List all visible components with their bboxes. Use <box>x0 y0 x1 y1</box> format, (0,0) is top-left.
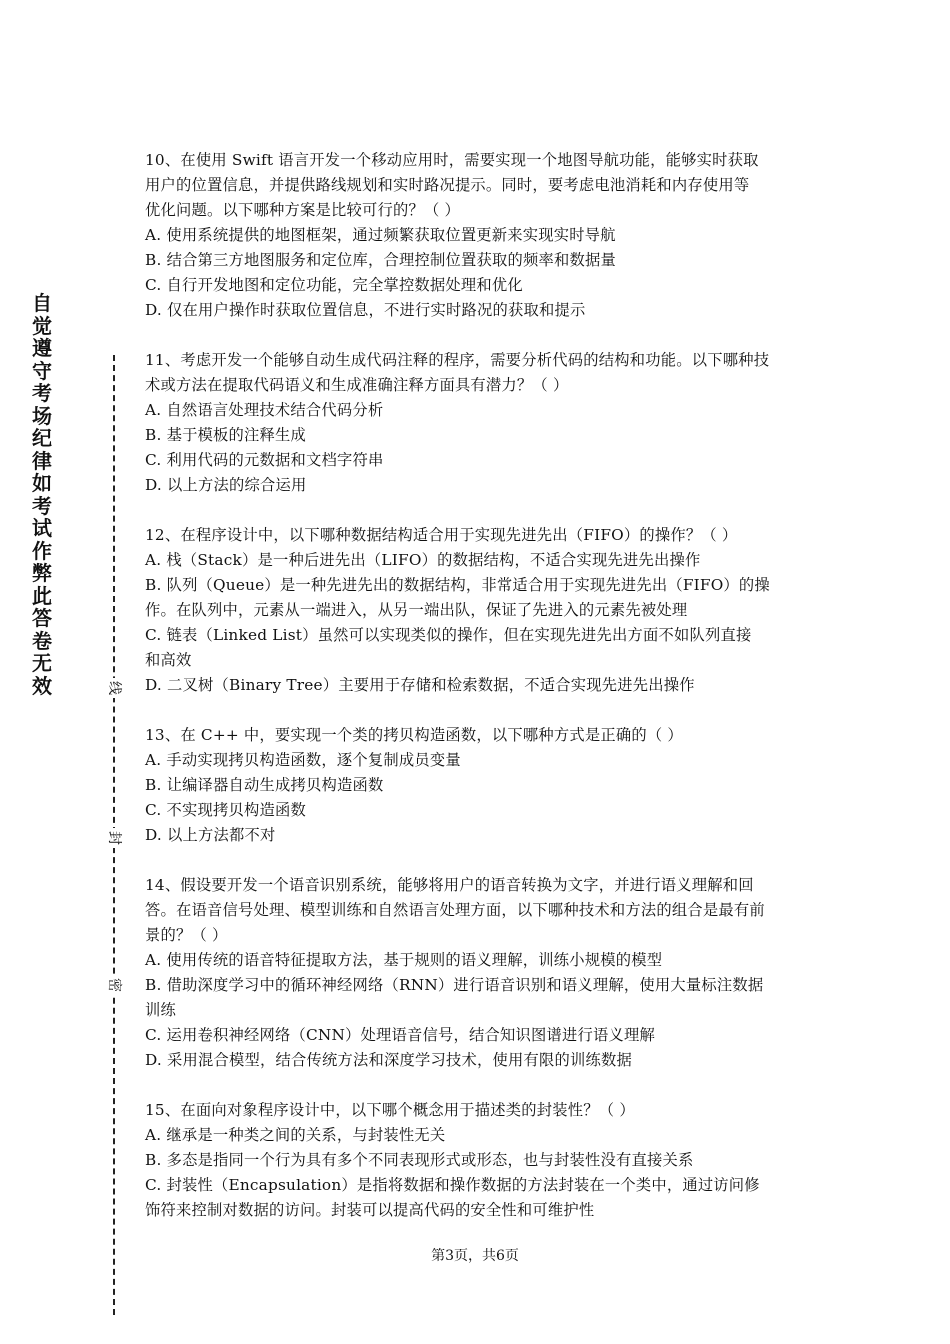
warning-char: 效 <box>32 673 52 698</box>
warning-char: 遵 <box>32 336 52 360</box>
question-text-line: D. 以上方法都不对 <box>145 826 276 844</box>
question-stem-line: 10、在使用 Swift 语言开发一个移动应用时，需要实现一个地图导航功能，能够实时获取 <box>145 151 759 169</box>
question-13 <box>145 723 825 848</box>
question-text-line: C. 封装性（Encapsulation）是指将数据和操作数据的方法封装在一个类中，通过访问修 <box>145 1176 760 1194</box>
question-text-line: 和高效 <box>145 651 192 669</box>
question-text-line: 优化问题。以下哪种方案是比较可行的？（ ） <box>145 201 461 219</box>
question-text-line: B. 借助深度学习中的循环神经网络（RNN）进行语音识别和语义理解，使用大量标注数据 <box>145 976 764 994</box>
question-12 <box>145 523 825 698</box>
question-text-line: C. 自行开发地图和定位功能，完全掌控数据处理和优化 <box>145 276 523 294</box>
question-text-line: D. 采用混合模型，结合传统方法和深度学习技术，使用有限的训练数据 <box>145 1051 632 1069</box>
question-stem-line: 12、在程序设计中，以下哪种数据结构适合用于实现先进先出（FIFO）的操作？（ ） <box>145 526 738 544</box>
seal-label-line: 线 <box>104 678 124 698</box>
question-11 <box>145 348 825 498</box>
question-text-line: C. 运用卷积神经网络（CNN）处理语音信号，结合知识图谱进行语义理解 <box>145 1026 655 1044</box>
seal-label-secret: 密 <box>104 975 124 995</box>
question-14 <box>145 873 825 1073</box>
question-15 <box>145 1098 825 1223</box>
question-text-line: 景的？（ ） <box>145 926 228 944</box>
question-stem-line: 14、假设要开发一个语音识别系统，能够将用户的语音转换为文字，并进行语义理解和回 <box>145 876 754 894</box>
question-text-line: A. 自然语言处理技术结合代码分析 <box>145 401 384 419</box>
question-text-line: 答。在语音信号处理、模型训练和自然语言处理方面，以下哪种技术和方法的组合是最有前 <box>145 901 765 919</box>
question-text-line: C. 链表（Linked List）虽然可以实现类似的操作，但在实现先进先出方面不如队列直接 <box>145 626 752 644</box>
warning-char: 作 <box>32 538 52 563</box>
warning-char: 自 <box>32 291 52 315</box>
warning-char: 弊 <box>32 561 52 585</box>
question-stem-line: 11、考虑开发一个能够自动生成代码注释的程序，需要分析代码的结构和功能。以下哪种技 <box>145 351 770 369</box>
question-text-line: C. 不实现拷贝构造函数 <box>145 801 306 819</box>
warning-char: 守 <box>32 358 52 383</box>
question-text-line: D. 仅在用户操作时获取位置信息，不进行实时路况的获取和提示 <box>145 301 586 319</box>
question-list <box>145 148 825 1248</box>
question-stem-line: 13、在 C++ 中，要实现一个类的拷贝构造函数，以下哪种方式是正确的（ ） <box>145 726 683 744</box>
seal-label-seal: 封 <box>104 828 124 848</box>
question-10 <box>145 148 825 323</box>
warning-char: 考 <box>32 493 52 518</box>
question-text-line: A. 使用传统的语音特征提取方法，基于规则的语义理解，训练小规模的模型 <box>145 951 663 969</box>
question-text-line: 用户的位置信息，并提供路线规划和实时路况提示。同时，要考虑电池消耗和内存使用等 <box>145 176 750 194</box>
warning-char: 卷 <box>32 628 52 653</box>
question-text-line: A. 使用系统提供的地图框架，通过频繁获取位置更新来实现实时导航 <box>145 226 616 244</box>
warning-char: 此 <box>32 583 52 608</box>
question-text-line: B. 基于模板的注释生成 <box>145 426 307 444</box>
question-text-line: A. 栈（Stack）是一种后进先出（LIFO）的数据结构，不适合实现先进先出操作 <box>145 551 701 569</box>
warning-char: 场 <box>32 403 52 428</box>
question-text-line: B. 队列（Queue）是一种先进先出的数据结构，非常适合用于实现先进先出（FIFO）的操 <box>145 576 770 594</box>
question-text-line: D. 二叉树（Binary Tree）主要用于存储和检索数据，不适合实现先进先出操作 <box>145 676 695 694</box>
warning-char: 无 <box>32 651 52 675</box>
question-text-line: A. 继承是一种类之间的关系，与封装性无关 <box>145 1126 446 1144</box>
question-text-line: 饰符来控制对数据的访问。封装可以提高代码的安全性和可维护性 <box>145 1201 595 1219</box>
warning-char: 纪 <box>32 426 52 450</box>
warning-char: 考 <box>32 381 52 405</box>
question-text-line: 作。在队列中，元素从一端进入，从另一端出队，保证了先进入的元素先被处理 <box>145 601 688 619</box>
exam-discipline-warning <box>30 292 54 697</box>
warning-char: 律 <box>32 448 52 473</box>
warning-char: 试 <box>32 516 52 540</box>
question-text-line: D. 以上方法的综合运用 <box>145 476 307 494</box>
question-text-line: 术或方法在提取代码语义和生成准确注释方面具有潜力？（ ） <box>145 376 569 394</box>
question-stem-line: 15、在面向对象程序设计中，以下哪个概念用于描述类的封装性？（ ） <box>145 1101 635 1119</box>
question-text-line: B. 多态是指同一个行为具有多个不同表现形式或形态，也与封装性没有直接关系 <box>145 1151 694 1169</box>
warning-char: 觉 <box>32 313 52 338</box>
question-text-line: 训练 <box>145 1001 176 1019</box>
warning-char: 如 <box>32 471 52 495</box>
question-text-line: A. 手动实现拷贝构造函数，逐个复制成员变量 <box>145 751 461 769</box>
warning-char: 答 <box>32 606 52 630</box>
page-number: 第3页，共6页 <box>431 1248 519 1264</box>
question-text-line: C. 利用代码的元数据和文档字符串 <box>145 451 384 469</box>
question-text-line: B. 结合第三方地图服务和定位库，合理控制位置获取的频率和数据量 <box>145 251 616 269</box>
question-text-line: B. 让编译器自动生成拷贝构造函数 <box>145 776 384 794</box>
